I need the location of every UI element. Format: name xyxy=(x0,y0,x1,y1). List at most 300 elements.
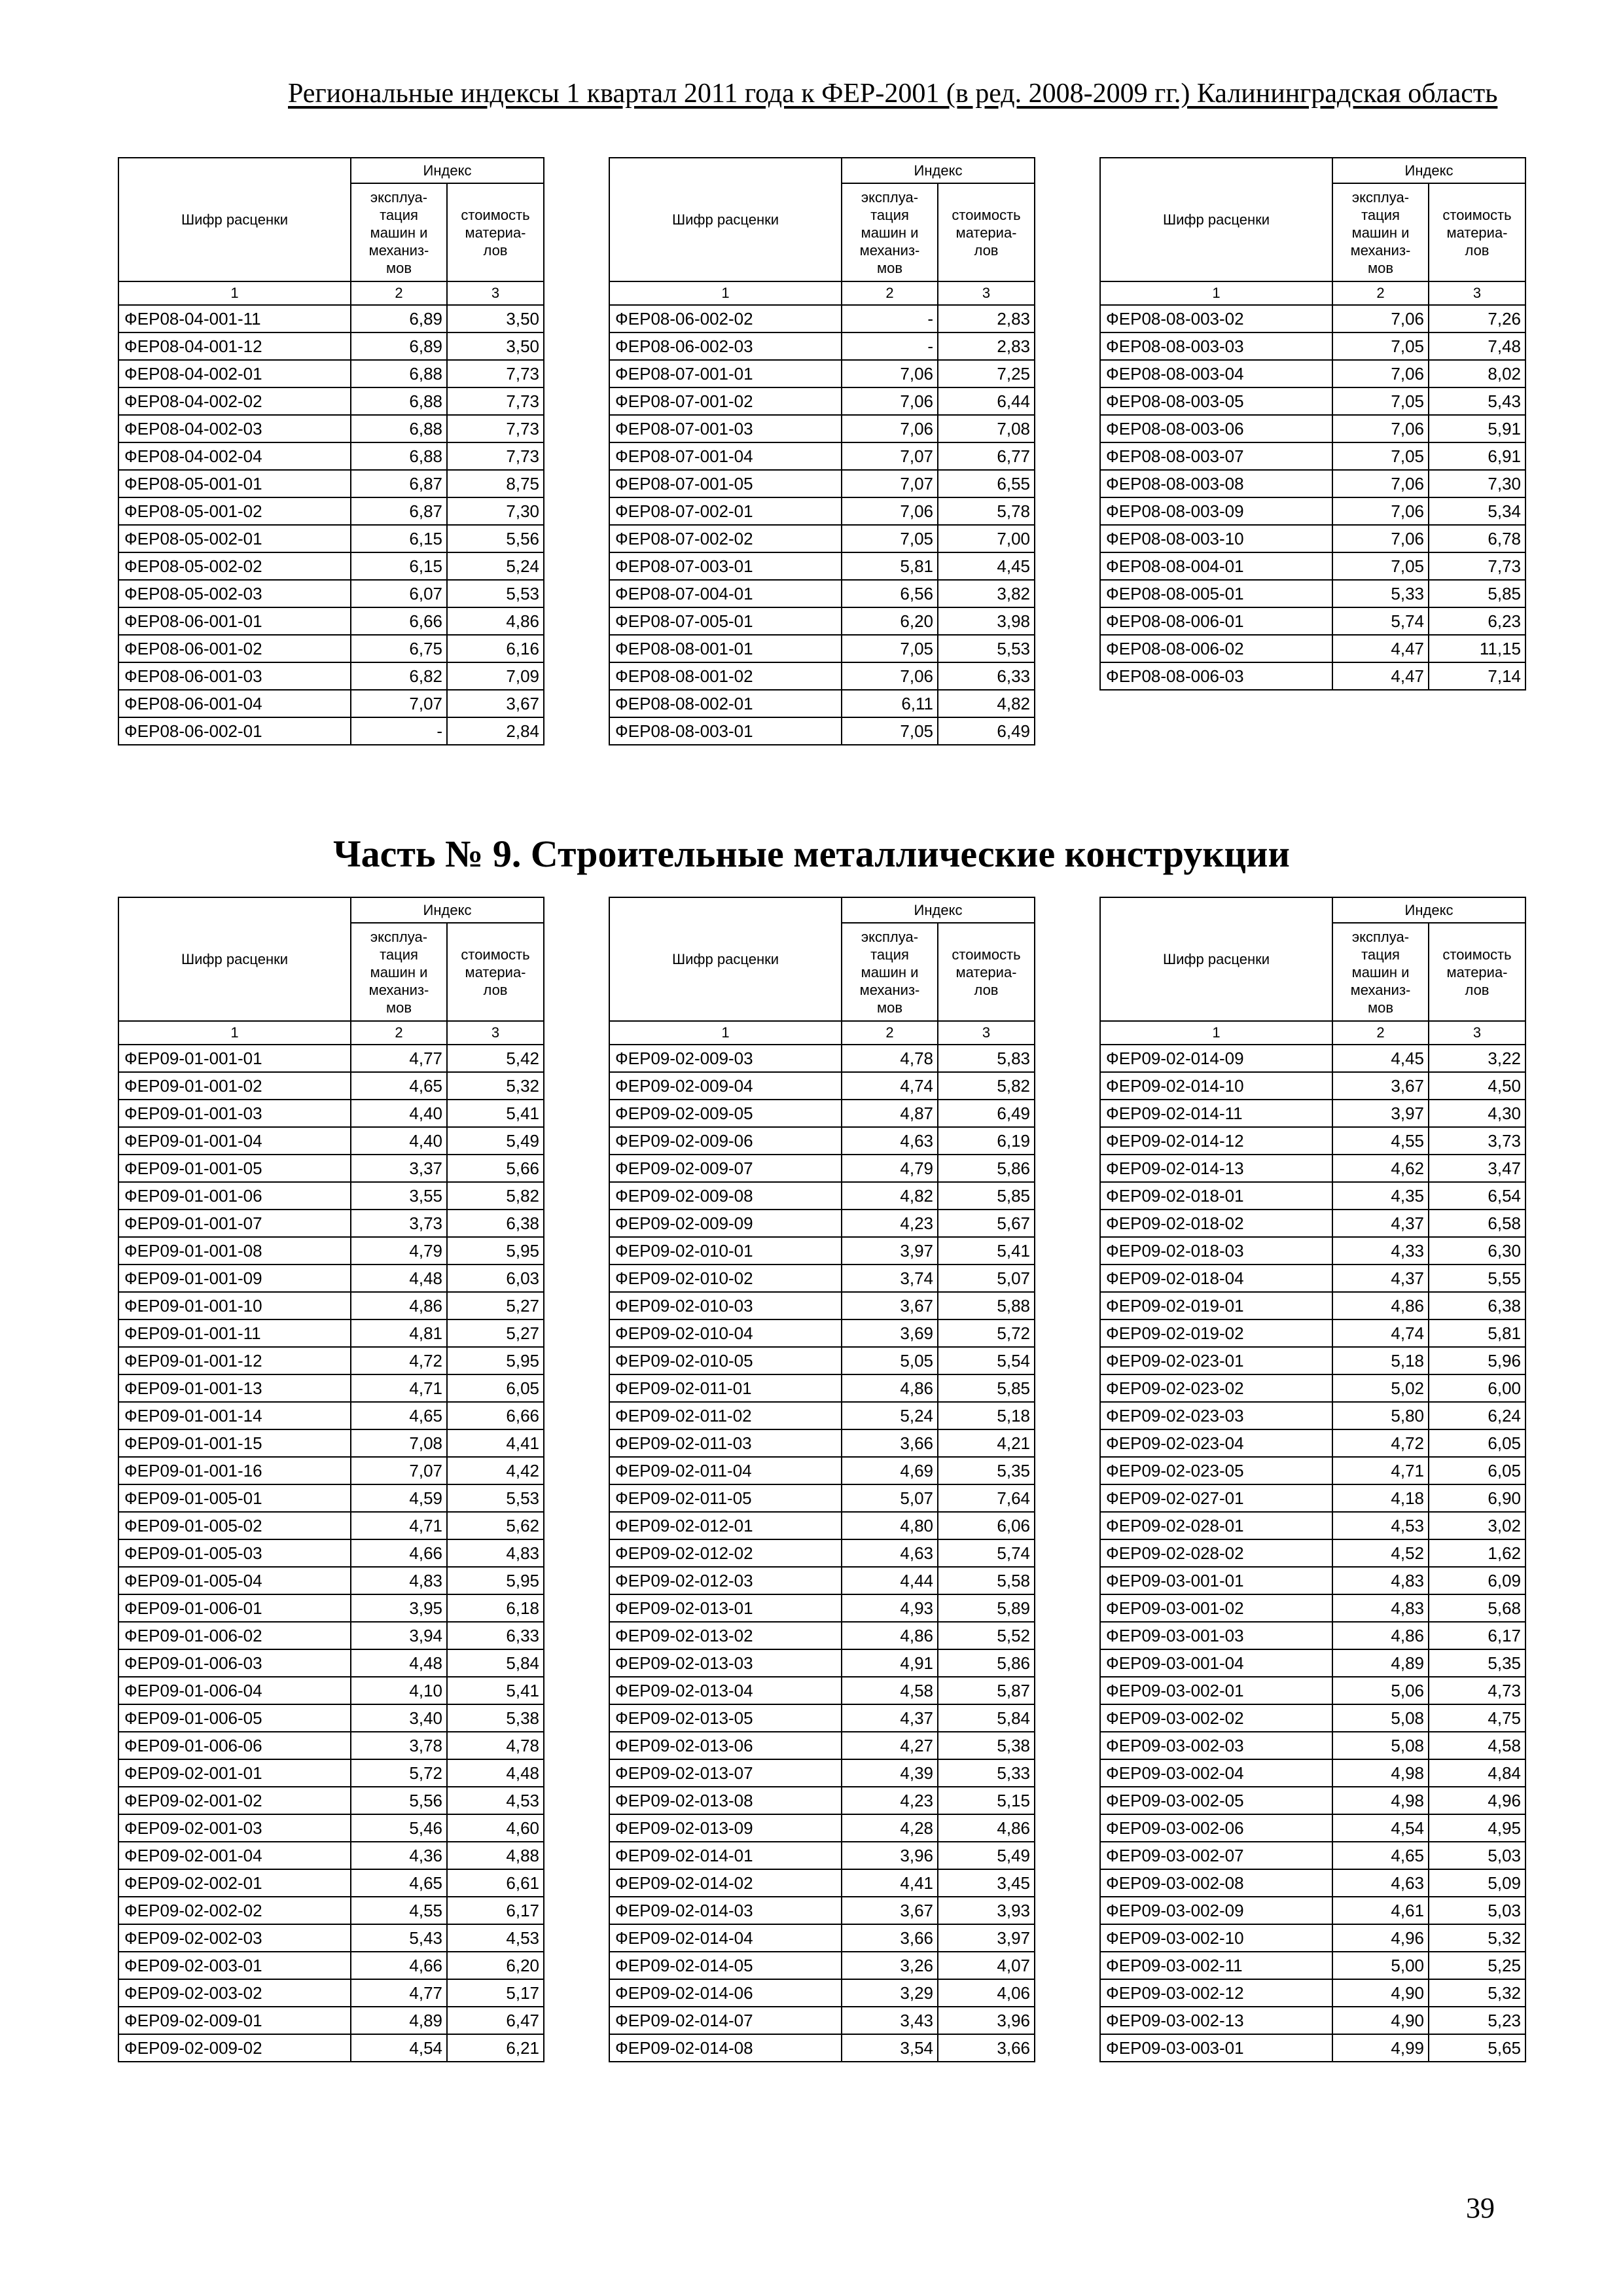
rate-code: ФЕР08-05-002-03 xyxy=(118,580,351,607)
rate-code: ФЕР09-02-009-04 xyxy=(609,1072,842,1100)
rate-code: ФЕР09-02-009-03 xyxy=(609,1045,842,1072)
rate-code: ФЕР09-02-014-01 xyxy=(609,1842,842,1869)
machines-index: 7,05 xyxy=(842,717,938,745)
table-row xyxy=(609,1347,1035,1374)
table-row xyxy=(118,1402,544,1429)
materials-index: 4,60 xyxy=(447,1814,544,1842)
table-row xyxy=(609,607,1035,635)
machines-index: 6,87 xyxy=(351,497,447,525)
section-title: Часть № 9. Строительные металлические конструкции xyxy=(333,833,1290,875)
table-row xyxy=(1100,1787,1525,1814)
machines-index: 4,72 xyxy=(351,1347,447,1374)
materials-index: 4,86 xyxy=(938,1814,1035,1842)
rate-code: ФЕР09-01-005-02 xyxy=(118,1512,351,1539)
table-row xyxy=(609,1539,1035,1567)
machines-index: 4,90 xyxy=(1332,1979,1429,2007)
column-number-row xyxy=(118,281,544,305)
machines-index: 5,02 xyxy=(1332,1374,1429,1402)
table-row xyxy=(1100,2034,1525,2062)
rate-code: ФЕР08-06-002-03 xyxy=(609,332,842,360)
materials-index: 8,75 xyxy=(447,470,544,497)
materials-index: 4,41 xyxy=(447,1429,544,1457)
table-row xyxy=(609,525,1035,552)
machines-index: 6,88 xyxy=(351,442,447,470)
rate-code: ФЕР08-08-003-08 xyxy=(1100,470,1332,497)
table-row xyxy=(118,1924,544,1952)
machines-index: 6,66 xyxy=(351,607,447,635)
header-index: Индекс xyxy=(1332,158,1525,183)
table-row xyxy=(1100,607,1525,635)
materials-index: 7,30 xyxy=(447,497,544,525)
materials-index: 7,00 xyxy=(938,525,1035,552)
rate-code: ФЕР09-02-012-01 xyxy=(609,1512,842,1539)
materials-index: 5,49 xyxy=(938,1842,1035,1869)
materials-index: 5,95 xyxy=(447,1237,544,1265)
table-row xyxy=(1100,1237,1525,1265)
machines-index: 4,37 xyxy=(1332,1265,1429,1292)
table-row xyxy=(1100,1677,1525,1704)
rate-code: ФЕР09-02-003-01 xyxy=(118,1952,351,1979)
table-row xyxy=(1100,1484,1525,1512)
table-row xyxy=(118,415,544,442)
materials-index: 5,67 xyxy=(938,1210,1035,1237)
machines-index: 3,74 xyxy=(842,1265,938,1292)
page-number: 39 xyxy=(1466,2192,1495,2224)
rate-code: ФЕР08-07-001-01 xyxy=(609,360,842,387)
rate-code: ФЕР08-07-001-05 xyxy=(609,470,842,497)
machines-index: 3,67 xyxy=(1332,1072,1429,1100)
materials-index: 5,91 xyxy=(1429,415,1525,442)
page-title: Региональные индексы 1 квартал 2011 года к ФЕР-2001 (в ред. 2008-2009 гг.) Калининградская область xyxy=(288,79,1498,109)
rate-code: ФЕР08-08-006-01 xyxy=(1100,607,1332,635)
table-row xyxy=(609,305,1035,332)
materials-index: 3,66 xyxy=(938,2034,1035,2062)
materials-index: 4,58 xyxy=(1429,1732,1525,1759)
rate-code: ФЕР09-02-014-09 xyxy=(1100,1045,1332,1072)
materials-index: 4,86 xyxy=(447,607,544,635)
materials-index: 3,73 xyxy=(1429,1127,1525,1155)
header-code: Шифр расценки xyxy=(118,158,351,281)
machines-index: 4,33 xyxy=(1332,1237,1429,1265)
table-row xyxy=(609,1622,1035,1649)
materials-index: 5,68 xyxy=(1429,1594,1525,1622)
machines-index: 3,40 xyxy=(351,1704,447,1732)
machines-index: 7,07 xyxy=(351,690,447,717)
machines-index: 4,65 xyxy=(351,1072,447,1100)
materials-index: 5,53 xyxy=(447,1484,544,1512)
machines-index: 3,69 xyxy=(842,1319,938,1347)
table-row xyxy=(609,1979,1035,2007)
rate-code: ФЕР09-03-002-12 xyxy=(1100,1979,1332,2007)
materials-index: 5,35 xyxy=(1429,1649,1525,1677)
materials-index: 6,33 xyxy=(938,662,1035,690)
machines-index: 4,54 xyxy=(351,2034,447,2062)
rate-code: ФЕР09-02-009-05 xyxy=(609,1100,842,1127)
machines-index: 4,55 xyxy=(351,1897,447,1924)
materials-index: 5,66 xyxy=(447,1155,544,1182)
machines-index: 4,65 xyxy=(1332,1842,1429,1869)
materials-index: 6,66 xyxy=(447,1402,544,1429)
table-row xyxy=(118,470,544,497)
machines-index: 4,27 xyxy=(842,1732,938,1759)
table-row xyxy=(1100,1952,1525,1979)
machines-index: 4,47 xyxy=(1332,662,1429,690)
header-machines: эксплуа- тация машин и механиз- мов xyxy=(351,923,447,1021)
materials-index: 5,38 xyxy=(447,1704,544,1732)
machines-index: 5,80 xyxy=(1332,1402,1429,1429)
materials-index: 6,18 xyxy=(447,1594,544,1622)
header-machines: эксплуа- тация машин и механиз- мов xyxy=(1332,183,1429,281)
machines-index: 4,23 xyxy=(842,1210,938,1237)
table-row xyxy=(1100,470,1525,497)
machines-index: 6,07 xyxy=(351,580,447,607)
machines-index: 7,06 xyxy=(1332,470,1429,497)
index-table xyxy=(118,897,544,2062)
table-row xyxy=(118,1677,544,1704)
materials-index: 5,55 xyxy=(1429,1265,1525,1292)
materials-index: 5,43 xyxy=(1429,387,1525,415)
machines-index: 6,11 xyxy=(842,690,938,717)
table-row xyxy=(609,442,1035,470)
table-row xyxy=(609,387,1035,415)
machines-index: 4,53 xyxy=(1332,1512,1429,1539)
materials-index: 5,25 xyxy=(1429,1952,1525,1979)
table-row xyxy=(609,1732,1035,1759)
rate-code: ФЕР09-02-019-01 xyxy=(1100,1292,1332,1319)
column-number: 3 xyxy=(1429,281,1525,305)
table-row xyxy=(118,1814,544,1842)
table-row xyxy=(118,1732,544,1759)
table-row xyxy=(609,1319,1035,1347)
materials-index: 6,38 xyxy=(447,1210,544,1237)
materials-index: 3,96 xyxy=(938,2007,1035,2034)
table-row xyxy=(118,635,544,662)
table-row xyxy=(118,1512,544,1539)
header-index: Индекс xyxy=(842,897,1035,923)
table-row xyxy=(118,1127,544,1155)
column-number: 2 xyxy=(842,1021,938,1045)
table-row xyxy=(609,552,1035,580)
rate-code: ФЕР09-02-023-04 xyxy=(1100,1429,1332,1457)
machines-index: 3,67 xyxy=(842,1292,938,1319)
machines-index: 7,06 xyxy=(1332,360,1429,387)
table-row xyxy=(609,415,1035,442)
materials-index: 6,38 xyxy=(1429,1292,1525,1319)
machines-index: 7,05 xyxy=(1332,387,1429,415)
table-row xyxy=(118,1374,544,1402)
materials-index: 5,53 xyxy=(938,635,1035,662)
rate-code: ФЕР09-01-006-06 xyxy=(118,1732,351,1759)
column-number-row xyxy=(1100,281,1525,305)
table-row xyxy=(118,332,544,360)
table-row xyxy=(609,497,1035,525)
table-row xyxy=(609,1210,1035,1237)
machines-index: 4,83 xyxy=(1332,1567,1429,1594)
machines-index: 4,55 xyxy=(1332,1127,1429,1155)
rate-code: ФЕР09-02-023-03 xyxy=(1100,1402,1332,1429)
machines-index: 4,78 xyxy=(842,1045,938,1072)
machines-index: 6,15 xyxy=(351,552,447,580)
column-number: 1 xyxy=(609,1021,842,1045)
materials-index: 6,61 xyxy=(447,1869,544,1897)
materials-index: 5,58 xyxy=(938,1567,1035,1594)
materials-index: 5,18 xyxy=(938,1402,1035,1429)
table-row xyxy=(609,580,1035,607)
table-row xyxy=(1100,1814,1525,1842)
machines-index: 5,18 xyxy=(1332,1347,1429,1374)
rate-code: ФЕР08-08-003-03 xyxy=(1100,332,1332,360)
materials-index: 7,26 xyxy=(1429,305,1525,332)
rate-code: ФЕР09-01-001-11 xyxy=(118,1319,351,1347)
column-number: 3 xyxy=(447,1021,544,1045)
table-row xyxy=(609,662,1035,690)
table-row xyxy=(1100,1704,1525,1732)
rate-code: ФЕР08-08-001-01 xyxy=(609,635,842,662)
machines-index: 4,18 xyxy=(1332,1484,1429,1512)
rate-code: ФЕР09-02-010-05 xyxy=(609,1347,842,1374)
machines-index: 4,58 xyxy=(842,1677,938,1704)
rate-code: ФЕР09-02-014-10 xyxy=(1100,1072,1332,1100)
rate-code: ФЕР08-04-001-11 xyxy=(118,305,351,332)
machines-index: - xyxy=(351,717,447,745)
table-row xyxy=(1100,1869,1525,1897)
machines-index: 7,07 xyxy=(842,442,938,470)
machines-index: 3,55 xyxy=(351,1182,447,1210)
table-row xyxy=(609,1897,1035,1924)
machines-index: 4,86 xyxy=(842,1374,938,1402)
materials-index: 7,73 xyxy=(447,415,544,442)
machines-index: 4,35 xyxy=(1332,1182,1429,1210)
table-row xyxy=(609,1869,1035,1897)
rate-code: ФЕР09-02-013-04 xyxy=(609,1677,842,1704)
materials-index: 7,14 xyxy=(1429,662,1525,690)
rate-code: ФЕР09-02-001-04 xyxy=(118,1842,351,1869)
materials-index: 4,07 xyxy=(938,1952,1035,1979)
rate-code: ФЕР09-02-012-02 xyxy=(609,1539,842,1567)
materials-index: 6,16 xyxy=(447,635,544,662)
machines-index: 4,47 xyxy=(1332,635,1429,662)
materials-index: 6,20 xyxy=(447,1952,544,1979)
machines-index: 7,06 xyxy=(1332,305,1429,332)
materials-index: 6,33 xyxy=(447,1622,544,1649)
materials-index: 6,77 xyxy=(938,442,1035,470)
materials-index: 3,67 xyxy=(447,690,544,717)
column-number: 3 xyxy=(1429,1021,1525,1045)
index-table xyxy=(1099,897,1526,2062)
machines-index: 4,40 xyxy=(351,1100,447,1127)
machines-index: 4,74 xyxy=(842,1072,938,1100)
rate-code: ФЕР08-08-003-02 xyxy=(1100,305,1332,332)
machines-index: 3,96 xyxy=(842,1842,938,1869)
table-row xyxy=(118,1787,544,1814)
rate-code: ФЕР08-06-001-01 xyxy=(118,607,351,635)
materials-index: 5,32 xyxy=(1429,1979,1525,2007)
table-row xyxy=(1100,1265,1525,1292)
rate-code: ФЕР08-08-003-07 xyxy=(1100,442,1332,470)
materials-index: 5,49 xyxy=(447,1127,544,1155)
table-row xyxy=(1100,497,1525,525)
materials-index: 5,72 xyxy=(938,1319,1035,1347)
materials-index: 7,09 xyxy=(447,662,544,690)
rate-code: ФЕР09-03-002-09 xyxy=(1100,1897,1332,1924)
machines-index: 7,06 xyxy=(1332,525,1429,552)
materials-index: 7,25 xyxy=(938,360,1035,387)
materials-index: 5,35 xyxy=(938,1457,1035,1484)
header-machines: эксплуа- тация машин и механиз- мов xyxy=(1332,923,1429,1021)
rate-code: ФЕР09-01-006-02 xyxy=(118,1622,351,1649)
table-row xyxy=(609,1567,1035,1594)
rate-code: ФЕР09-02-018-04 xyxy=(1100,1265,1332,1292)
header-code: Шифр расценки xyxy=(1100,897,1332,1021)
rate-code: ФЕР09-02-014-08 xyxy=(609,2034,842,2062)
materials-index: 5,78 xyxy=(938,497,1035,525)
machines-index: 4,90 xyxy=(1332,2007,1429,2034)
rate-code: ФЕР09-01-001-02 xyxy=(118,1072,351,1100)
table-row xyxy=(609,1237,1035,1265)
rate-code: ФЕР09-01-001-01 xyxy=(118,1045,351,1072)
table-row xyxy=(118,1649,544,1677)
machines-index: 4,65 xyxy=(351,1402,447,1429)
machines-index: 4,71 xyxy=(351,1374,447,1402)
materials-index: 4,21 xyxy=(938,1429,1035,1457)
rate-code: ФЕР09-02-012-03 xyxy=(609,1567,842,1594)
header-materials: стоимость материа- лов xyxy=(447,183,544,281)
table-row xyxy=(118,1897,544,1924)
machines-index: 7,06 xyxy=(842,497,938,525)
materials-index: 11,15 xyxy=(1429,635,1525,662)
machines-index: 5,07 xyxy=(842,1484,938,1512)
table-row xyxy=(609,1402,1035,1429)
machines-index: 7,08 xyxy=(351,1429,447,1457)
machines-index: 4,52 xyxy=(1332,1539,1429,1567)
machines-index: 7,06 xyxy=(1332,415,1429,442)
machines-index: 4,99 xyxy=(1332,2034,1429,2062)
machines-index: 4,89 xyxy=(351,2007,447,2034)
materials-index: 5,52 xyxy=(938,1622,1035,1649)
materials-index: 6,03 xyxy=(447,1265,544,1292)
machines-index: 4,40 xyxy=(351,1127,447,1155)
header-code: Шифр расценки xyxy=(118,897,351,1021)
materials-index: 4,50 xyxy=(1429,1072,1525,1100)
machines-index: 6,88 xyxy=(351,415,447,442)
table-row xyxy=(1100,662,1525,690)
machines-index: 3,66 xyxy=(842,1429,938,1457)
materials-index: 5,81 xyxy=(1429,1319,1525,1347)
rate-code: ФЕР09-03-002-10 xyxy=(1100,1924,1332,1952)
table-row xyxy=(118,1567,544,1594)
rate-code: ФЕР08-08-003-01 xyxy=(609,717,842,745)
machines-index: 6,82 xyxy=(351,662,447,690)
materials-index: 6,90 xyxy=(1429,1484,1525,1512)
table-row xyxy=(118,305,544,332)
rate-code: ФЕР08-05-001-01 xyxy=(118,470,351,497)
header-index: Индекс xyxy=(351,897,544,923)
rate-code: ФЕР09-02-014-12 xyxy=(1100,1127,1332,1155)
materials-index: 1,62 xyxy=(1429,1539,1525,1567)
materials-index: 4,06 xyxy=(938,1979,1035,2007)
table-row xyxy=(118,360,544,387)
rate-code: ФЕР09-02-013-02 xyxy=(609,1622,842,1649)
machines-index: - xyxy=(842,305,938,332)
table-row xyxy=(118,1952,544,1979)
rate-code: ФЕР08-05-002-02 xyxy=(118,552,351,580)
machines-index: 4,48 xyxy=(351,1265,447,1292)
table-row xyxy=(609,1814,1035,1842)
machines-index: 5,81 xyxy=(842,552,938,580)
materials-index: 4,88 xyxy=(447,1842,544,1869)
table-row xyxy=(118,1265,544,1292)
table-row xyxy=(118,1182,544,1210)
machines-index: 6,56 xyxy=(842,580,938,607)
header-machines: эксплуа- тация машин и механиз- мов xyxy=(842,183,938,281)
materials-index: 5,85 xyxy=(938,1374,1035,1402)
rate-code: ФЕР09-01-006-04 xyxy=(118,1677,351,1704)
rate-code: ФЕР08-06-002-02 xyxy=(609,305,842,332)
table-row xyxy=(1100,1512,1525,1539)
machines-index: 4,79 xyxy=(842,1155,938,1182)
rate-code: ФЕР09-02-002-01 xyxy=(118,1869,351,1897)
table-row xyxy=(118,1979,544,2007)
materials-index: 5,27 xyxy=(447,1292,544,1319)
materials-index: 5,03 xyxy=(1429,1842,1525,1869)
column-number: 3 xyxy=(938,281,1035,305)
rate-code: ФЕР09-01-005-03 xyxy=(118,1539,351,1567)
machines-index: 7,06 xyxy=(842,387,938,415)
machines-index: 4,83 xyxy=(1332,1594,1429,1622)
table-row xyxy=(609,1677,1035,1704)
table-row xyxy=(609,1484,1035,1512)
table-row xyxy=(609,717,1035,745)
table-row xyxy=(609,1704,1035,1732)
table-row xyxy=(118,1842,544,1869)
table-row xyxy=(118,2007,544,2034)
materials-index: 7,30 xyxy=(1429,470,1525,497)
table-row xyxy=(1100,1897,1525,1924)
table-row xyxy=(609,1457,1035,1484)
materials-index: 6,23 xyxy=(1429,607,1525,635)
machines-index: 4,81 xyxy=(351,1319,447,1347)
table-row xyxy=(609,332,1035,360)
table-row xyxy=(1100,1045,1525,1072)
table-row xyxy=(609,1787,1035,1814)
rate-code: ФЕР08-08-006-02 xyxy=(1100,635,1332,662)
rate-code: ФЕР09-02-014-07 xyxy=(609,2007,842,2034)
rate-code: ФЕР09-02-013-06 xyxy=(609,1732,842,1759)
rate-code: ФЕР08-08-006-03 xyxy=(1100,662,1332,690)
table-row xyxy=(118,1100,544,1127)
machines-index: 4,59 xyxy=(351,1484,447,1512)
materials-index: 6,49 xyxy=(938,717,1035,745)
rate-code: ФЕР09-02-010-02 xyxy=(609,1265,842,1292)
machines-index: 4,71 xyxy=(1332,1457,1429,1484)
rate-code: ФЕР08-08-003-05 xyxy=(1100,387,1332,415)
materials-index: 4,82 xyxy=(938,690,1035,717)
table-row xyxy=(1100,1567,1525,1594)
machines-index: 7,06 xyxy=(842,662,938,690)
materials-index: 5,85 xyxy=(1429,580,1525,607)
rate-code: ФЕР09-03-002-06 xyxy=(1100,1814,1332,1842)
column-number-row xyxy=(609,281,1035,305)
materials-index: 6,05 xyxy=(1429,1429,1525,1457)
header-materials: стоимость материа- лов xyxy=(1429,923,1525,1021)
header-materials: стоимость материа- лов xyxy=(938,183,1035,281)
column-number: 2 xyxy=(351,281,447,305)
machines-index: 4,28 xyxy=(842,1814,938,1842)
machines-index: 4,83 xyxy=(351,1567,447,1594)
machines-index: 4,87 xyxy=(842,1100,938,1127)
column-number: 1 xyxy=(1100,281,1332,305)
table-row xyxy=(1100,580,1525,607)
